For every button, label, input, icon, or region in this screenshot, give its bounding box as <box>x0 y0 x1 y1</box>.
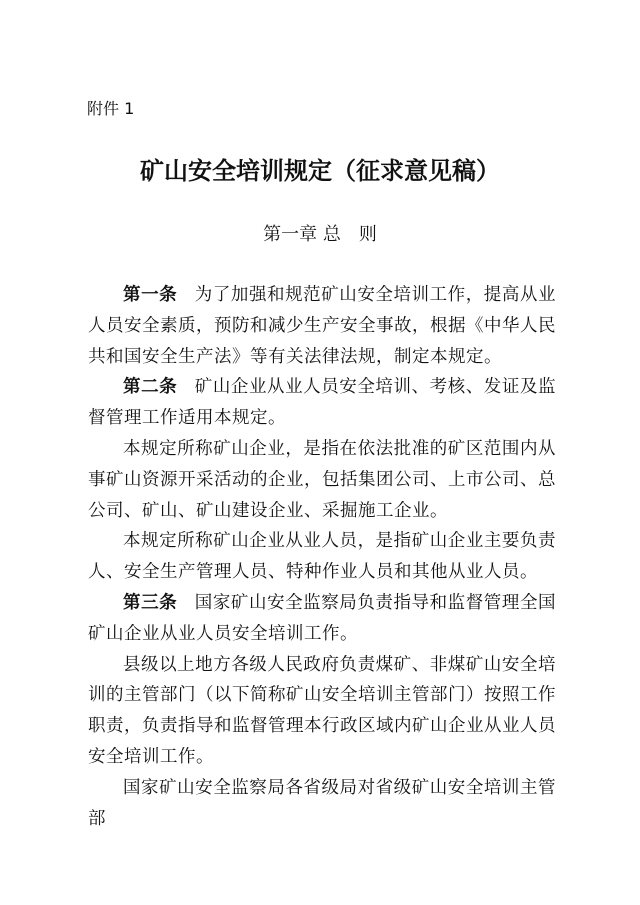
paragraph-text: 县级以上地方各级人民政府负责煤矿、非煤矿山安全培训的主管部门（以下简称矿山安全培训主管部门）按照工作职责，负责指导和监督管理本行政区域内矿山企业从业人员安全培训工作。 <box>88 654 556 767</box>
paragraph-employee-definition <box>88 526 556 588</box>
paragraph-local-authorities <box>88 650 556 773</box>
attachment-label: 附件 1 <box>87 99 135 118</box>
paragraph-article-1 <box>88 280 556 372</box>
paragraph-text: 国家矿山安全监察局负责指导和监督管理全国矿山企业从业人员安全培训工作。 <box>88 592 557 644</box>
article-number: 第一条 <box>123 285 178 305</box>
article-number: 第三条 <box>123 592 178 613</box>
paragraph-text: 本规定所称矿山企业从业人员，是指矿山企业主要负责人、安全生产管理人员、特种作业人员和其他从业人员。 <box>88 531 556 583</box>
paragraph-article-3 <box>88 588 556 650</box>
paragraph-provincial-bureaus <box>88 773 556 835</box>
paragraph-mining-enterprise-definition <box>88 434 556 526</box>
document-body <box>88 280 556 834</box>
paragraph-text: 本规定所称矿山企业，是指在依法批准的矿区范围内从事矿山资源开采活动的企业，包括集团公司、上市公司、总公司、矿山、矿山建设企业、采掘施工企业。 <box>88 438 556 521</box>
paragraph-text: 国家矿山安全监察局各省级局对省级矿山安全培训主管部 <box>88 777 556 829</box>
paragraph-text: 为了加强和规范矿山安全培训工作，提高从业人员安全素质，预防和减少生产安全事故，根据《中华人民共和国安全生产法》等有关法律法规，制定本规定。 <box>88 285 557 367</box>
article-number: 第二条 <box>123 377 178 398</box>
document-title: 矿山安全培训规定（征求意见稿） <box>140 157 500 185</box>
paragraph-text: 矿山企业从业人员安全培训、考核、发证及监督管理工作适用本规定。 <box>88 377 557 429</box>
paragraph-article-2 <box>88 372 556 434</box>
chapter-heading: 第一章 总 则 <box>263 224 377 245</box>
